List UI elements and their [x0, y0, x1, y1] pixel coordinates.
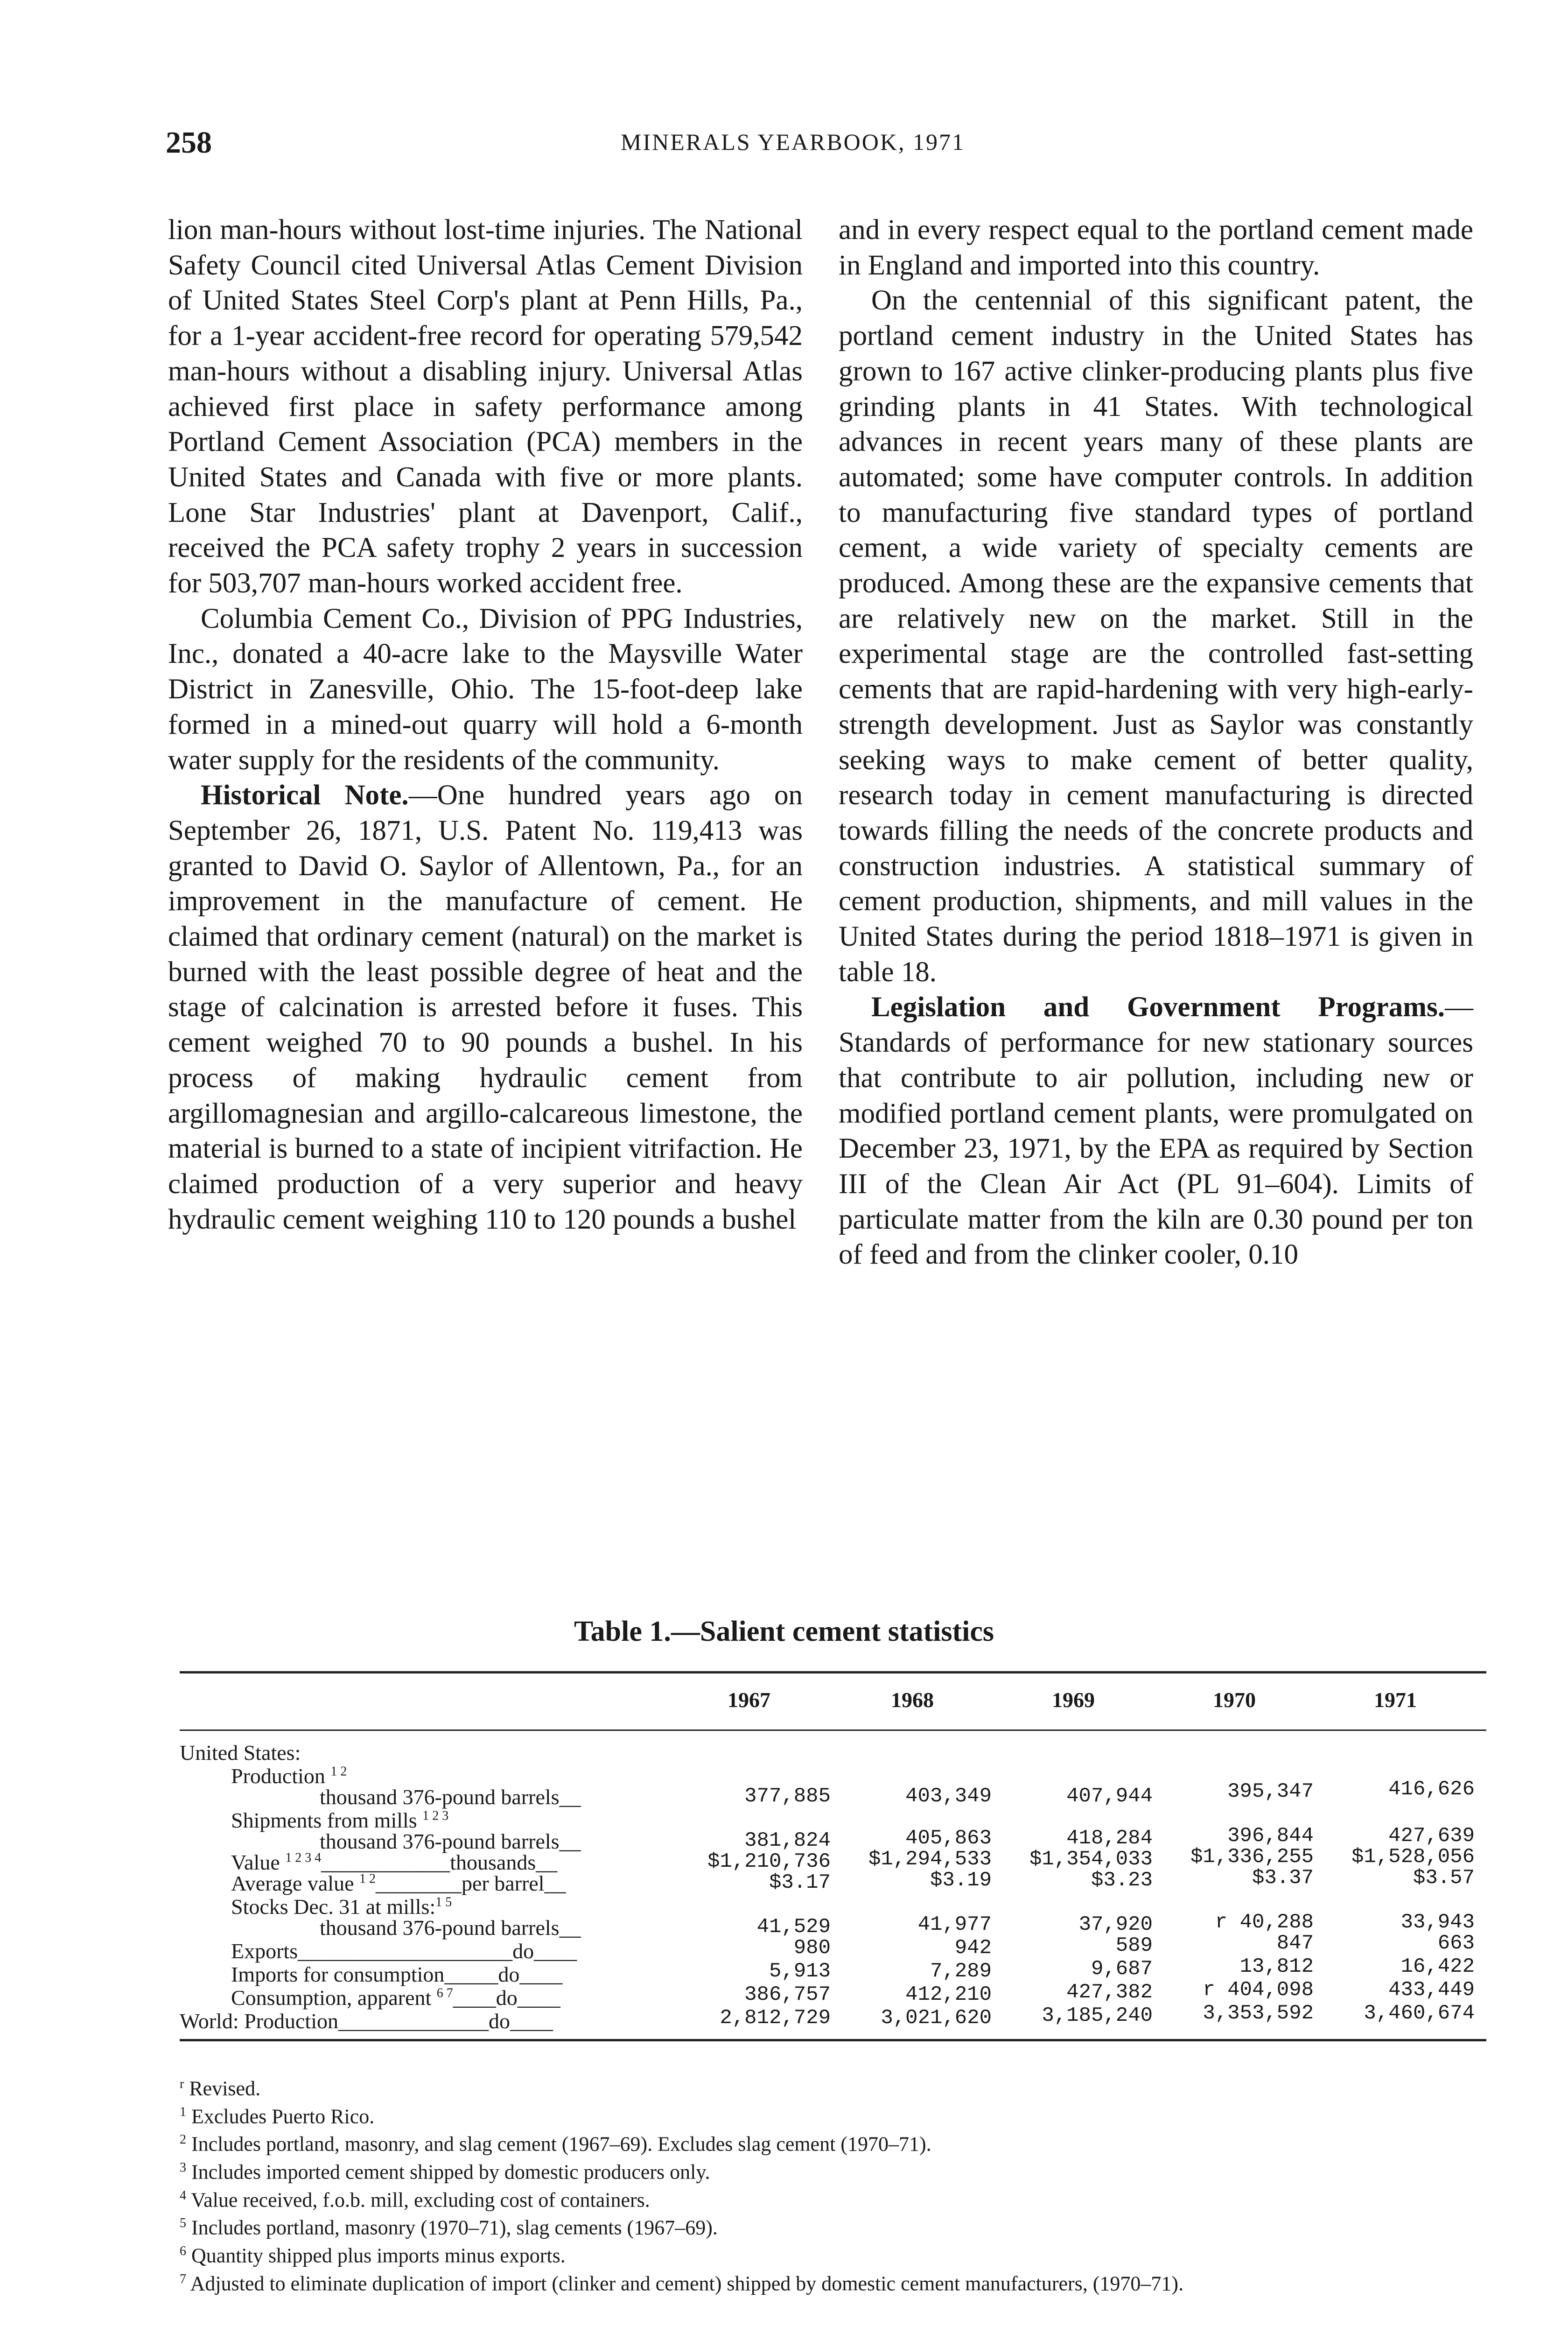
table-cell: $3.23 — [1091, 1869, 1153, 1892]
paragraph-text: On the centennial of this significant patent, the portland cement industry in the United States has grown to 167 active clinker-producing plants plus five grinding plants in 41 States. With technological advances in recent years many of these plants are automated; some have computer controls. In addition to manufacturing five standard types of portland cement, a wide variety of specialty cements are produced. Among these are the expansive cements that are relatively new on the market. Still in the experimental stage are the controlled fast-setting cements that are rapid-hardening with very high-early-strength development. Just as Saylor was constantly seeking ways to make cement of better quality, research today in cement manufacturing is directed towards filling the needs of the concrete products and construction industries. A statistical summary of cement production, shipments, and mill values in the United States during the period 1818–1971 is given in table 18. — [839, 285, 1473, 988]
paragraph — [168, 212, 803, 601]
footnote-text: Revised. — [189, 2077, 261, 2100]
footnote — [180, 2268, 1505, 2296]
table-cell: 403,349 — [905, 1785, 992, 1808]
paragraph-text: lion man-hours without lost-time injuries. The National Safety Council cited Universal Atlas Cement Division of United States Steel Corp's plant at Penn Hills, Pa., for a 1-year accident-free record for operating 579,542 man-hours without a disabling injury. Universal Atlas achieved first place in safety performance among Portland Cement Association (PCA) members in the United States and Canada with five or more plants. Lone Star Industries' plant at Davenport, Calif., received the PCA safety trophy 2 years in succession for 503,707 man-hours worked accident free. — [168, 214, 803, 599]
run-in-heading: Historical Note. — [201, 780, 409, 811]
row-label: thousand 376-pound barrels__ — [320, 1916, 581, 1940]
row-label-unit: ________per barrel__ — [376, 1871, 566, 1895]
footnote — [180, 2240, 1505, 2268]
table-cell: 847 — [1276, 1932, 1314, 1955]
paragraph — [839, 212, 1473, 283]
table-cell: 407,944 — [1066, 1785, 1153, 1808]
table-cell: 942 — [954, 1936, 992, 1960]
table-cell: 433,449 — [1388, 1978, 1475, 2002]
row-label-text: Consumption, apparent — [231, 1986, 432, 2010]
row-label-text: Stocks Dec. 31 at mills: — [231, 1895, 436, 1919]
table-cell: 395,347 — [1227, 1780, 1314, 1803]
row-label — [231, 1985, 560, 2010]
table-cell: r 40,288 — [1215, 1911, 1314, 1934]
table-cell: $3.57 — [1413, 1866, 1475, 1890]
paragraph-text: and in every respect equal to the portland cement made in England and imported into this country. — [839, 214, 1473, 281]
table-cell: $3.37 — [1252, 1866, 1314, 1890]
row-label-text: Shipments from mills — [231, 1808, 417, 1832]
footnote-mark: r — [180, 2077, 184, 2091]
table-cell: 427,639 — [1388, 1824, 1475, 1848]
footnote-mark: 7 — [180, 2271, 186, 2286]
table-cell: 2,812,729 — [720, 2006, 831, 2030]
table-cell: 33,943 — [1400, 1911, 1475, 1934]
table-cell: 13,812 — [1239, 1955, 1314, 1978]
table-body — [180, 1731, 1486, 2039]
footnote-text: Quantity shipped plus imports minus exports. — [191, 2244, 566, 2267]
paragraph — [168, 601, 803, 778]
table-header-row — [180, 1673, 1486, 1731]
table-footnotes — [180, 2073, 1505, 2295]
table-cell: 3,460,674 — [1364, 2002, 1475, 2025]
table-cell: 3,021,620 — [881, 2006, 992, 2030]
run-in-heading: Legislation and Government Programs. — [871, 991, 1445, 1023]
table-cell: 41,977 — [917, 1913, 992, 1936]
footnote — [180, 2184, 1505, 2212]
right-column — [839, 212, 1473, 1272]
table-cell: $3.17 — [769, 1871, 831, 1894]
footnote-text: Excludes Puerto Rico. — [191, 2105, 375, 2128]
table-cell: 663 — [1437, 1932, 1475, 1955]
table-title: Table 1.—Salient cement statistics — [574, 1616, 994, 1647]
row-label-text: Production — [231, 1764, 325, 1788]
footnote-text: Includes imported cement shipped by domestic producers only. — [191, 2160, 710, 2184]
footnote-mark: 3 — [180, 2160, 186, 2175]
footnote-ref: 6 7 — [436, 1986, 453, 2001]
table-cell: 41,529 — [756, 1915, 831, 1939]
footnote — [180, 2212, 1505, 2240]
table-cell: 37,920 — [1078, 1913, 1153, 1936]
table-cell: 381,824 — [744, 1829, 831, 1852]
table-cell: 9,687 — [1091, 1957, 1153, 1981]
table-cell: $1,528,056 — [1351, 1845, 1475, 1869]
row-label-unit: ____________thousands__ — [321, 1850, 558, 1874]
row-label-text: Average value — [231, 1871, 354, 1895]
left-column — [168, 212, 803, 1237]
paragraph — [168, 778, 803, 1237]
table-cell: $1,294,533 — [868, 1848, 992, 1871]
footnote — [180, 2073, 1505, 2101]
row-label-unit: ____do____ — [453, 1986, 560, 2010]
table-cell: 416,626 — [1388, 1778, 1475, 1801]
table-cell: 3,353,592 — [1203, 2002, 1314, 2025]
row-label: thousand 376-pound barrels__ — [320, 1829, 581, 1853]
table-cell: $3.19 — [930, 1869, 992, 1892]
footnote-ref: 1 2 3 — [422, 1808, 449, 1823]
table-cell: 980 — [793, 1936, 831, 1960]
footnote-mark: 4 — [180, 2188, 186, 2203]
footnote-mark: 6 — [180, 2243, 186, 2258]
footnote-text: Adjusted to eliminate duplication of import (clinker and cement) shipped by domestic cement manufacturers, (1970–71). — [190, 2272, 1184, 2295]
table-cell: 5,913 — [769, 1960, 831, 1983]
table-cell: 405,863 — [905, 1827, 992, 1850]
row-label: United States: — [180, 1741, 301, 1765]
table-cell: $1,336,255 — [1190, 1845, 1314, 1869]
running-title: MINERALS YEARBOOK, 1971 — [621, 129, 965, 155]
row-label: thousand 376-pound barrels__ — [320, 1785, 581, 1809]
table-cell: 386,757 — [744, 1983, 831, 2006]
salient-statistics-table — [180, 1671, 1486, 2041]
row-label — [231, 1871, 566, 1896]
table-cell: $1,210,736 — [707, 1850, 831, 1873]
table-cell: 418,284 — [1066, 1827, 1153, 1850]
year-header: 1968 — [891, 1688, 934, 1712]
footnote-mark: 1 — [180, 2104, 186, 2119]
footnote-mark: 2 — [180, 2132, 186, 2147]
table-cell: 16,422 — [1400, 1955, 1475, 1978]
footnote-ref: 1 5 — [435, 1895, 452, 1910]
table-cell: 412,210 — [905, 1983, 992, 2006]
year-header: 1971 — [1374, 1688, 1417, 1712]
year-header: 1970 — [1213, 1688, 1256, 1712]
footnote-ref: 1 2 — [330, 1764, 347, 1779]
table-cell: 427,382 — [1066, 1981, 1153, 2004]
footnote — [180, 2128, 1505, 2156]
table-cell: 589 — [1115, 1934, 1153, 1957]
table-cell: 7,289 — [930, 1960, 992, 1983]
table-cell: 396,844 — [1227, 1824, 1314, 1848]
footnote — [180, 2101, 1505, 2129]
paragraph — [839, 283, 1473, 990]
paragraph-text: Columbia Cement Co., Division of PPG Industries, Inc., donated a 40-acre lake to the Maysville Water District in Zanesville, Ohio. The 15-foot-deep lake formed in a mined-out quarry will hold a 6-month water supply for the residents of the community. — [168, 603, 803, 776]
footnote-ref: 1 2 3 4 — [285, 1850, 322, 1865]
row-label-text: Value — [231, 1850, 280, 1874]
row-label: Exports____________________do____ — [231, 1939, 577, 1963]
footnote-text: Includes portland, masonry (1970–71), slag cements (1967–69). — [191, 2216, 718, 2239]
table-cell: 3,185,240 — [1042, 2004, 1153, 2027]
footnote-mark: 5 — [180, 2216, 186, 2231]
footnote — [180, 2156, 1505, 2184]
table-cell: $1,354,033 — [1029, 1848, 1153, 1871]
table-cell: 377,885 — [744, 1785, 831, 1808]
row-label: World: Production______________do____ — [180, 2009, 553, 2033]
table-cell: r 404,098 — [1203, 1978, 1314, 2002]
footnote-ref: 1 2 — [359, 1871, 376, 1886]
footnote-text: Includes portland, masonry, and slag cement (1967–69). Excludes slag cement (1970–71). — [191, 2132, 931, 2156]
paragraph — [839, 990, 1473, 1272]
year-header: 1967 — [728, 1688, 770, 1712]
row-label: Imports for consumption_____do____ — [231, 1962, 563, 1986]
year-header: 1969 — [1052, 1688, 1095, 1712]
paragraph-text: —One hundred years ago on September 26, 1871, U.S. Patent No. 119,413 was granted to David O. Saylor of Allentown, Pa., for an improvement in the manufacture of cement. He claimed that ordinary cement (natural) on the market is burned with the least possible degree of heat and the stage of calcination is arrested before it fuses. This cement weighed 70 to 90 pounds a bushel. In his process of making hydraulic cement from argillomagnesian and argillo-calcareous limestone, the material is burned to a state of incipient vitrifaction. He claimed production of a very superior and heavy hydraulic cement weighing 110 to 120 pounds a bushel — [168, 780, 803, 1235]
page-number: 258 — [166, 126, 212, 160]
footnote-text: Value received, f.o.b. mill, excluding cost of containers. — [191, 2188, 650, 2212]
paragraph-text: —Standards of performance for new stationary sources that contribute to air pollution, including new or modified portland cement plants, were promulgated on December 23, 1971, by the EPA as required by Section III of the Clean Air Act (PL 91–604). Limits of particulate matter from the kiln are 0.30 pound per ton of feed and from the clinker cooler, 0.10 — [839, 991, 1473, 1271]
